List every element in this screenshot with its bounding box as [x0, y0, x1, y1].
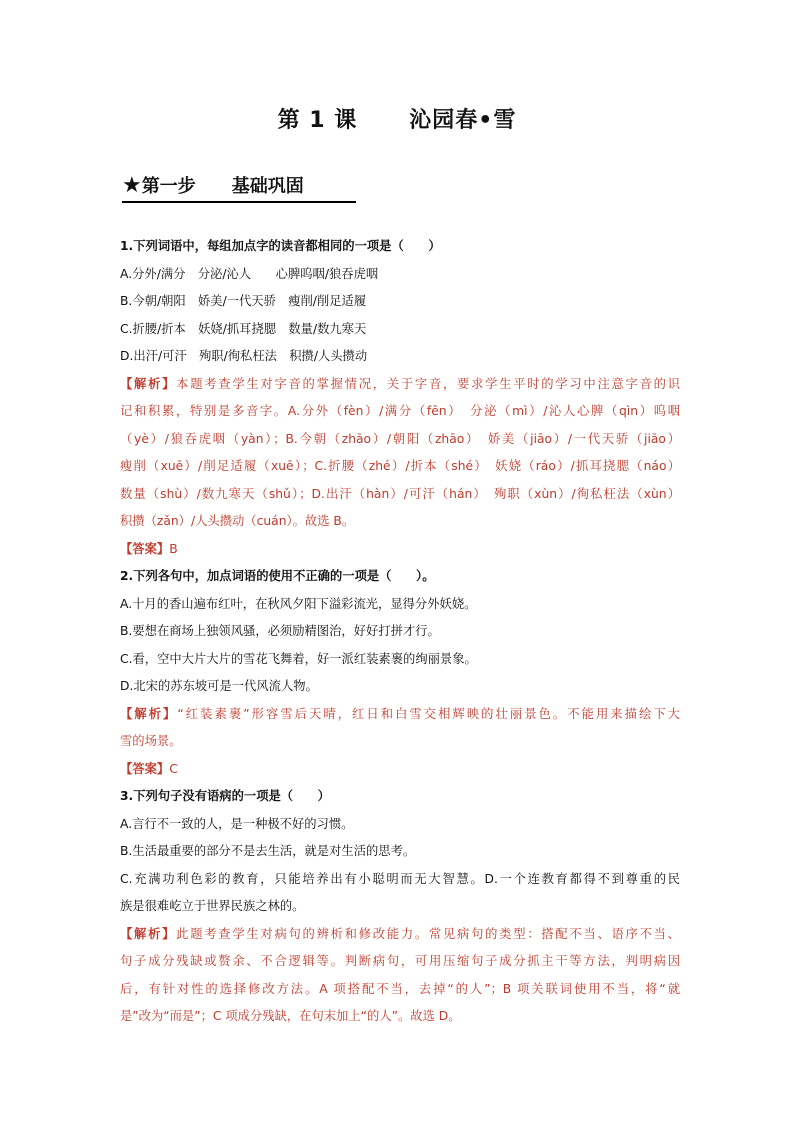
lesson-title: [0, 103, 794, 134]
option-a: A.言行不一致的人，是一种极不好的习惯。: [120, 816, 354, 831]
analysis-line: 积攒（zǎn）/人头攒动（cuán）。故选 B。: [120, 514, 355, 528]
answer-tag: 【答案】: [120, 761, 170, 776]
question-stem: 1.下列词语中，每组加点字的读音都相同的一项是（ ）: [120, 239, 441, 253]
analysis-tag: 【解析】: [120, 926, 177, 941]
option-c-d: C.充满功利色彩的教育，只能培养出有小聪明而无大智慧。D.一个连教育都得不到尊重的民: [120, 871, 680, 886]
analysis-line: 记和积累，特别是多音字。A.分外（fèn）/满分（fēn） 分泌（mì）/沁人心脾（qìn）呜咽: [120, 404, 680, 418]
analysis-line: 【解析】本题考查学生对字音的掌握情况，关于字音，要求学生平时的学习中注意字音的识: [120, 376, 680, 391]
analysis-tag: 【解析】: [120, 706, 178, 721]
option-d: D.出汗/可汗 殉职/徇私枉法 积攒/人头攒动: [120, 349, 368, 363]
option-b: B.今朝/朝阳 娇美/一代天骄 瘦削/削足适履: [120, 294, 367, 308]
option-b: B.要想在商场上独领风骚，必须励精图治，好好打拼才行。: [120, 624, 440, 638]
option-a: A.分外/满分 分泌/沁人 心脾呜咽/狼吞虎咽: [120, 266, 379, 281]
lesson-number: 第 1 课: [277, 108, 358, 133]
option-a: A.十月的香山遍布红叶，在秋风夕阳下溢彩流光，显得分外妖娆。: [120, 596, 477, 611]
answer-value: B: [169, 541, 178, 556]
lesson-name: 沁园春•雪: [409, 108, 517, 133]
step-label: 第一步: [141, 176, 196, 197]
option-d: D.北宋的苏东坡可是一代风流人物。: [120, 679, 318, 693]
answer-tag: 【答案】: [120, 541, 170, 556]
question-stem: 3.下列句子没有语病的一项是（ ）: [120, 789, 330, 803]
analysis-line: 是”改为“而是”；C 项成分残缺，在句末加上“的人”。故选 D。: [120, 1009, 461, 1023]
answer-line: [120, 536, 680, 564]
answer-line: [120, 756, 680, 784]
analysis-tag: 【解析】: [120, 376, 177, 391]
step-heading: [122, 172, 304, 198]
option-b: B.生活最重要的部分不是去生活，就是对生活的思考。: [120, 844, 416, 858]
option-c: C.看，空中大片大片的雪花飞舞着，好一派红装素裹的绚丽景象。: [120, 651, 477, 666]
question-block: [120, 233, 680, 563]
analysis-line: （yè）/狼吞虎咽（yàn）；B.今朝（zhāo）/朝阳（zhāo） 娇美（jiāo）/一代天骄（jiāo）: [120, 431, 680, 446]
step-underline: [122, 201, 356, 203]
analysis-line: 雪的场景。: [120, 734, 182, 748]
star-icon: ★: [122, 173, 142, 198]
question-list: [120, 233, 680, 1031]
analysis-line: 数量（shù）/数九寒天（shǔ）；D.出汗（hàn）/可汗（hán） 殉职（xùn）/徇私枉法（xùn）: [120, 486, 680, 501]
analysis-line: 句子成分残缺或赘余、不合逻辑等。判断病句，可用压缩句子成分抓主干等方法，判明病因: [120, 954, 680, 968]
step-name: 基础巩固: [231, 176, 304, 197]
answer-value: C: [169, 761, 178, 776]
analysis-line: 后，有针对性的选择修改方法。A 项搭配不当，去掉“的人”；B 项关联词使用不当，将“就: [120, 981, 680, 996]
option-d-continued: 族是很难屹立于世界民族之林的。: [120, 899, 305, 913]
question-stem: 2.下列各句中，加点词语的使用不正确的一项是（ ）。: [120, 569, 435, 583]
question-block: [120, 783, 680, 1031]
analysis-line: 【解析】此题考查学生对病句的辨析和修改能力。常见病句的类型：搭配不当、语序不当、: [120, 926, 680, 941]
analysis-line: 【解析】“红装素裹”形容雪后天晴，红日和白雪交相辉映的壮丽景色。不能用来描绘下大: [120, 706, 680, 721]
option-c: C.折腰/折本 妖娆/抓耳挠腮 数量/数九寒天: [120, 321, 367, 336]
question-block: [120, 563, 680, 783]
analysis-line: 瘦削（xuē）/削足适履（xuē）；C.折腰（zhé）/折本（shé） 妖娆（ráo）/抓耳挠腮（náo）: [120, 459, 680, 473]
